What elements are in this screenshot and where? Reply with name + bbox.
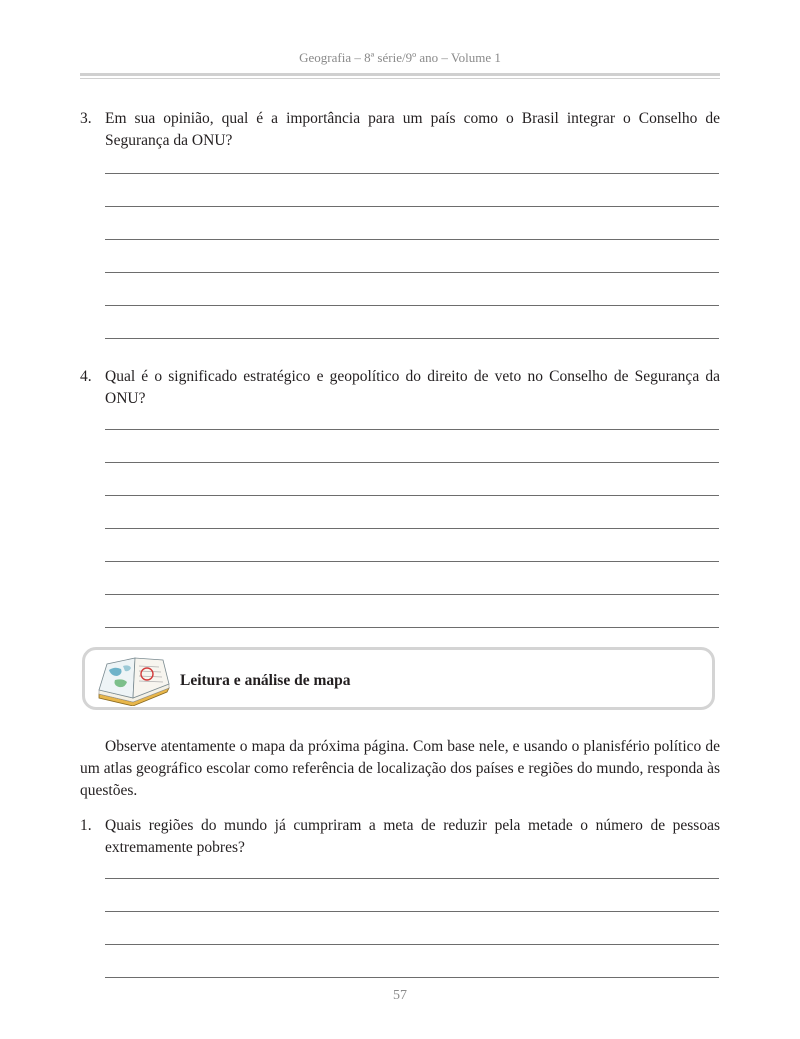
answer-line[interactable]	[105, 305, 719, 306]
instructions-paragraph: Observe atentamente o mapa da próxima página. Com base nele, e usando o planisfério político de um atlas geográfico escolar como referência de localização dos países e regiões do mundo, responda às questões.	[80, 738, 720, 799]
answer-line[interactable]	[105, 239, 719, 240]
question-3	[80, 108, 720, 152]
answer-line[interactable]	[105, 338, 719, 339]
question-number: 3.	[80, 110, 92, 127]
answer-line[interactable]	[105, 528, 719, 529]
section-title: Leitura e análise de mapa	[180, 672, 351, 689]
answer-line[interactable]	[105, 911, 719, 912]
answer-line[interactable]	[105, 462, 719, 463]
book-map-icon	[93, 654, 173, 706]
question-4	[80, 366, 720, 410]
header-rule	[80, 73, 720, 76]
question-text: Quais regiões do mundo já cumpriram a meta de reduzir pela metade o número de pessoas extremamente pobres?	[105, 817, 720, 856]
question-number: 1.	[80, 817, 92, 834]
answer-line[interactable]	[105, 944, 719, 945]
answer-line[interactable]	[105, 429, 719, 430]
question-number: 4.	[80, 368, 92, 385]
question-text: Qual é o significado estratégico e geopolítico do direito de veto no Conselho de Segurança da ONU?	[105, 368, 720, 407]
section-box	[82, 647, 715, 710]
answer-line[interactable]	[105, 627, 719, 628]
question-1	[80, 815, 720, 859]
question-text: Em sua opinião, qual é a importância para um país como o Brasil integrar o Conselho de Segurança da ONU?	[105, 110, 720, 149]
answer-line[interactable]	[105, 878, 719, 879]
answer-line[interactable]	[105, 272, 719, 273]
page-number: 57	[393, 988, 407, 1003]
header-rule-thin	[80, 78, 720, 79]
answer-line[interactable]	[105, 206, 719, 207]
answer-line[interactable]	[105, 173, 719, 174]
answer-line[interactable]	[105, 594, 719, 595]
answer-line[interactable]	[105, 561, 719, 562]
answer-line[interactable]	[105, 977, 719, 978]
answer-line[interactable]	[105, 495, 719, 496]
running-header: Geografia – 8ª série/9º ano – Volume 1	[299, 50, 501, 65]
